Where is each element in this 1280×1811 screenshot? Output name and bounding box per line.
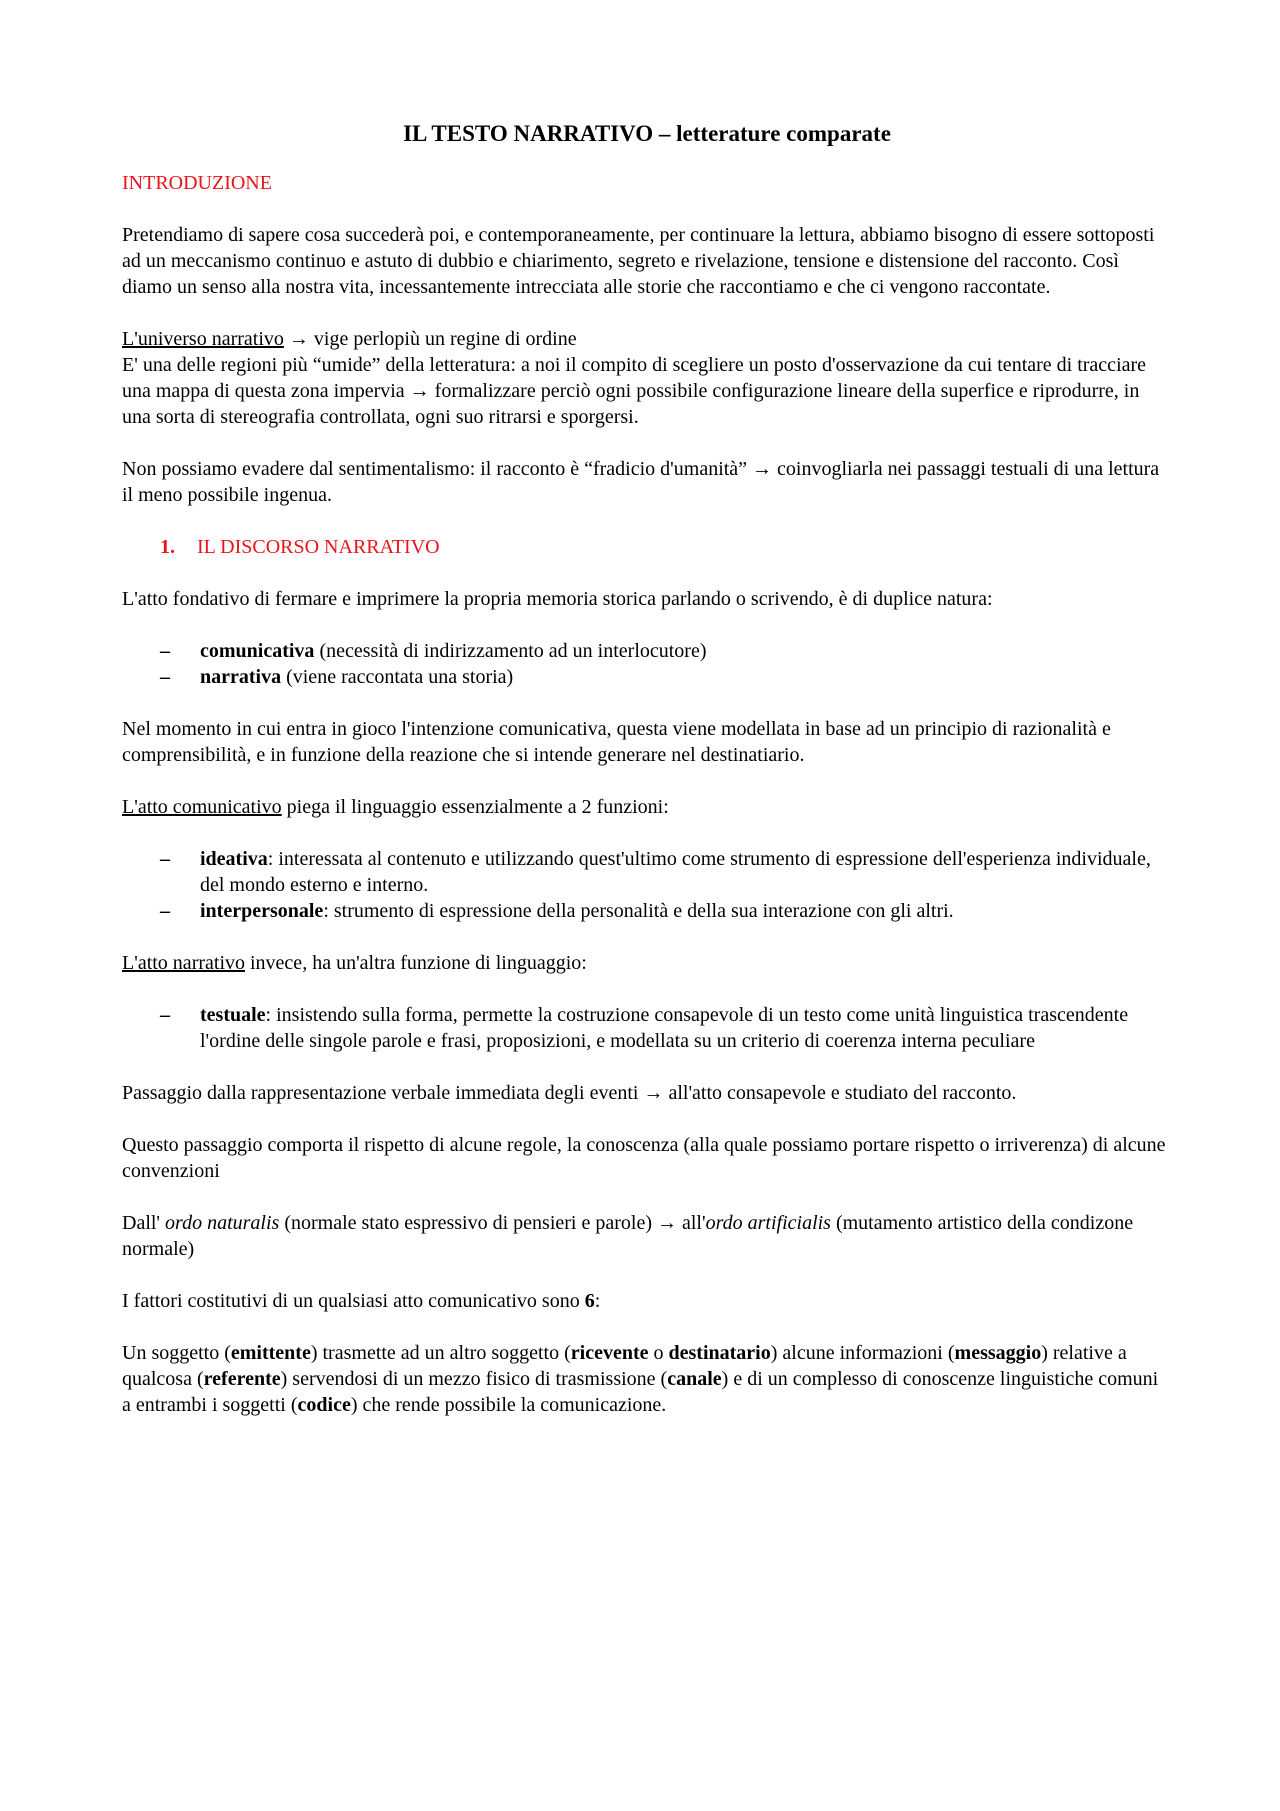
atto-comunicativo-rest: piega il linguaggio essenzialmente a 2 funzioni: [281,796,669,818]
term: comunicativa [200,640,315,662]
soggetto-text: Un soggetto ( [122,1342,231,1364]
paragraph-regole: Questo passaggio comporta il rispetto di alcune regole, la conoscenza (alla quale possiamo portare rispetto o irriverenza) di alcune convenzioni [122,1134,1166,1182]
term-desc: : interessata al contenuto e utilizzando quest'ultimo come strumento di espressione dell'esperienza individuale, del mondo esterno e interno. [200,848,1151,896]
fattori-post: : [594,1290,601,1312]
soggetto-text: ) e di un complesso di conoscenze linguistiche comuni a entrambi i soggetti ( [122,1368,1159,1416]
ordo-pre: Dall' [122,1212,166,1234]
term-destinatario: destinatario [668,1342,771,1364]
list-funzione-testuale [122,1002,1172,1054]
term-messaggio: messaggio [954,1342,1042,1364]
term-desc: : strumento di espressione della personalità e della sua interazione con gli altri. [323,900,954,922]
paragraph-fattori [122,1288,1172,1314]
soggetto-text: ) trasmette ad un altro soggetto ( [310,1342,571,1364]
fattori-num: 6 [584,1290,595,1312]
ordo-artificialis: ordo artificialis [705,1212,831,1234]
soggetto-text: ) alcune informazioni ( [770,1342,955,1364]
list-funzioni [122,846,1172,924]
paragraph-universo [122,326,1172,430]
atto-narrativo-label: L'atto narrativo [122,952,245,974]
paragraph-atto-fondativo: L'atto fondativo di fermare e imprimere la propria memoria storica parlando o scrivendo, è di duplice natura: [122,588,993,610]
list-item [122,846,1172,898]
document-title: IL TESTO NARRATIVO – letterature comparate [403,121,891,146]
paragraph-sentimentalismo: Non possiamo evadere dal sentimentalismo: il racconto è “fradicio d'umanità” → coinvogliarla nei passaggi testuali di una lettura il meno possibile ingenua. [122,458,1160,506]
section-number: 1. [160,536,175,558]
paragraph-ordo [122,1210,1172,1262]
list-item [122,898,1172,924]
term: interpersonale [200,900,324,922]
list-item [122,1002,1172,1054]
list-nature [122,638,1172,690]
paragraph-passaggio: Passaggio dalla rappresentazione verbale immediata degli eventi → all'atto consapevole e studiato del racconto. [122,1082,1017,1104]
ordo-post: (mutamento artistico della condizone normale) [122,1212,1134,1260]
ordo-naturalis: ordo naturalis [165,1212,280,1234]
universo-text: E' una delle regioni più “umide” della letteratura: a noi il compito di scegliere un posto d'osservazione da cui tentare di tracciare una mappa di questa zona impervia → formalizzare perciò ogni possibile configurazione lineare della superfice e riprodurre, in una sorta di stereografia controllata, ogni suo ritrarsi e sporgersi. [122,354,1147,428]
section-heading-discorso-narrativo [122,534,1172,560]
section-heading-introduzione: INTRODUZIONE [122,172,272,194]
atto-narrativo-rest: invece, ha un'altra funzione di linguaggio: [245,952,587,974]
soggetto-text: o [648,1342,669,1364]
list-item [122,664,1172,690]
term-emittente: emittente [230,1342,311,1364]
paragraph-soggetto [122,1340,1172,1418]
term-canale: canale [667,1368,722,1390]
dash-bullet: – [160,666,170,688]
atto-comunicativo-label: L'atto comunicativo [122,796,282,818]
term-desc: : insistendo sulla forma, permette la costruzione consapevole di un testo come unità linguistica trascendente l'ordine delle singole parole e frasi, proposizioni, e modellata su un criterio di coerenza interna peculiare [200,1004,1129,1052]
paragraph-atto-comunicativo [122,794,1172,820]
paragraph-intro: Pretendiamo di sapere cosa succederà poi, e contemporaneamente, per continuare la lettura, abbiamo bisogno di essere sottoposti ad un meccanismo continuo e astuto di dubbio e chiarimento, segreto e rivelazione, tensione e distensione del racconto. Così diamo un senso alla nostra vita, incessantemente intrecciata alle storie che raccontiamo e che ci vengono raccontate. [122,224,1155,298]
dash-bullet: – [160,640,170,662]
section-title: IL DISCORSO NARRATIVO [197,536,440,558]
paragraph-intenzione: Nel momento in cui entra in gioco l'intenzione comunicativa, questa viene modellata in base ad un principio di razionalità e comprensibilità, e in funzione della reazione che si intende generare nel destinatiario. [122,718,1111,766]
universo-rest: → vige perlopiù un regine di ordine [283,328,577,350]
term-referente: referente [203,1368,281,1390]
soggetto-text: ) che rende possibile la comunicazione. [350,1394,667,1416]
term: testuale [200,1004,266,1026]
document-page [122,120,1172,1444]
term-codice: codice [297,1394,351,1416]
dash-bullet: – [160,1004,170,1026]
dash-bullet: – [160,900,170,922]
list-item [122,638,1172,664]
term: ideativa [200,848,268,870]
paragraph-atto-narrativo [122,950,1172,976]
term-desc: (viene raccontata una storia) [281,666,514,688]
soggetto-text: ) relative a qualcosa ( [122,1342,1127,1390]
soggetto-text: ) servendosi di un mezzo fisico di trasmissione ( [280,1368,668,1390]
ordo-mid: (normale stato espressivo di pensieri e parole) → all' [279,1212,706,1234]
dash-bullet: – [160,848,170,870]
term-ricevente: ricevente [570,1342,649,1364]
term-desc: (necessità di indirizzamento ad un interlocutore) [314,640,707,662]
universo-label: L'universo narrativo [122,328,284,350]
fattori-pre: I fattori costitutivi di un qualsiasi atto comunicativo sono [122,1290,585,1312]
term: narrativa [200,666,282,688]
